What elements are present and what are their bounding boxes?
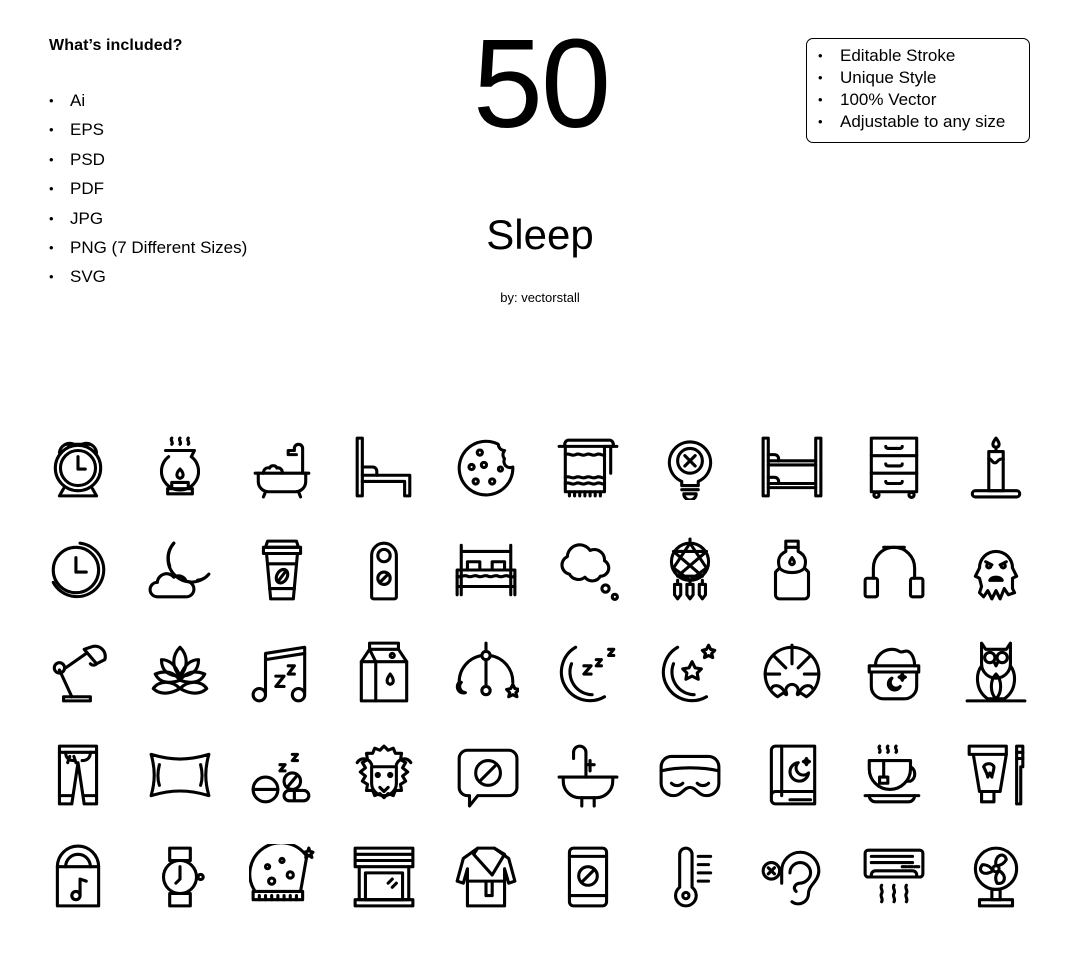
night-cream-icon [843,639,945,742]
format-item: • JPG [49,208,104,228]
bathrobe-icon [435,844,537,947]
pack-title: Sleep [486,211,594,258]
bed-side-icon [333,434,435,537]
ear-no-noise-icon [741,844,843,947]
pillow-icon [129,742,231,845]
sleeping-pills-icon [231,742,333,845]
sleep-mask-icon [639,742,741,845]
whats-included-heading: What’s included? [49,37,183,54]
format-item: • PSD [49,149,105,169]
window-blinds-icon [333,844,435,947]
sink-icon [537,742,639,845]
music-bag-icon [27,844,129,947]
thermometer-icon [639,844,741,947]
icon-grid [27,434,1047,947]
blanket-icon [537,434,639,537]
desk-fan-icon [945,844,1047,947]
feature-item: • Unique Style [818,68,937,87]
bathtub-icon [231,434,333,537]
sleep-music-icon [231,639,333,742]
feature-item: • Editable Stroke [818,46,956,65]
ghost-icon [945,537,1047,640]
feature-item: • 100% Vector [818,90,937,109]
water-bottle-icon [741,537,843,640]
author-byline: by: vectorstall [500,290,580,305]
dreamcatcher-icon [639,537,741,640]
format-item: • EPS [49,120,105,140]
do-not-disturb-hanger-icon [333,537,435,640]
neck-pillow-icon [741,639,843,742]
night-book-icon [741,742,843,845]
nightcap-icon [231,844,333,947]
double-bed-icon [435,537,537,640]
phone-off-icon [537,844,639,947]
alarm-clock-icon [27,434,129,537]
cookie-icon [435,434,537,537]
desk-lamp-icon [27,639,129,742]
lotus-icon [129,639,231,742]
icon-count: 50 [472,13,610,154]
sheep-icon [333,742,435,845]
features-box [806,38,1030,143]
thought-cloud-icon [537,537,639,640]
baby-mobile-icon [435,639,537,742]
air-conditioner-icon [843,844,945,947]
toothpaste-toothbrush-icon [945,742,1047,845]
wristwatch-icon [129,844,231,947]
owl-icon [945,639,1047,742]
lightbulb-off-icon [639,434,741,537]
oil-burner-icon [129,434,231,537]
bunk-bed-icon [741,434,843,537]
earmuffs-icon [843,537,945,640]
no-talking-icon [435,742,537,845]
feature-item: • Adjustable to any size [818,112,1006,131]
candle-icon [945,434,1047,537]
coffee-cup-icon [231,537,333,640]
pajama-pants-icon [27,742,129,845]
moon-stars-icon [639,639,741,742]
format-item: • Ai [49,91,86,110]
moon-cloud-icon [129,537,231,640]
moon-zzz-icon [537,639,639,742]
nightstand-icon [843,434,945,537]
clock-icon [27,537,129,640]
format-item: • PDF [49,179,104,199]
format-item: • SVG [49,267,106,287]
tea-cup-icon [843,742,945,845]
milk-carton-icon [333,639,435,742]
format-item: • PNG (7 Different Sizes) [49,237,248,257]
